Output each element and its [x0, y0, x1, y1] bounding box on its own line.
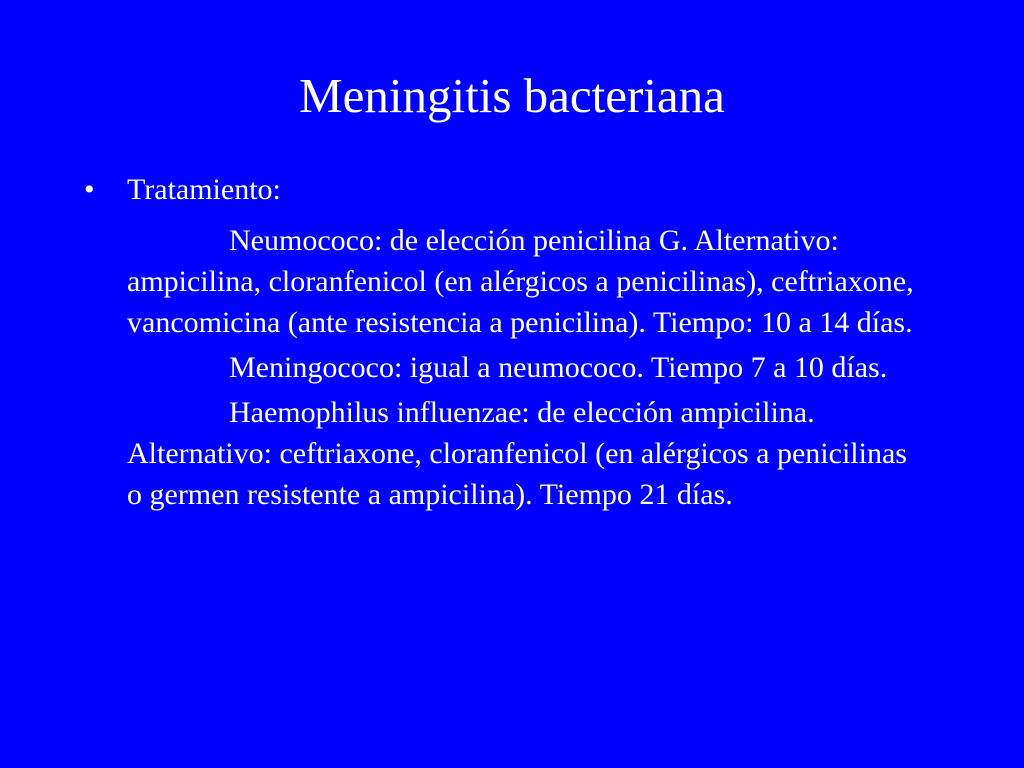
- paragraph-neumococo: Neumococo: de elección penicilina G. Alternativo: ampicilina, cloranfenicol (en alérgicos a penicilinas), ceftriaxone, vancomicina (ante resistencia a penicilina). Tiempo: 10 a 14 días.: [127, 224, 914, 339]
- paragraph-haemophilus: Haemophilus influenzae: de elección ampicilina. Alternativo: ceftriaxone, cloranfenicol (en alérgicos a penicilinas o germen resistente a ampicilina). Tiempo 21 días.: [127, 396, 907, 511]
- bullet-dot-icon: •: [84, 173, 95, 206]
- paragraph-meningococo: Meningococo: igual a neumococo. Tiempo 7 a 10 días.: [229, 351, 888, 384]
- slide-title: Meningitis bacteriana: [299, 68, 725, 123]
- treatment-details: [127, 220, 927, 519]
- bullet-label: Tratamiento:: [127, 173, 281, 206]
